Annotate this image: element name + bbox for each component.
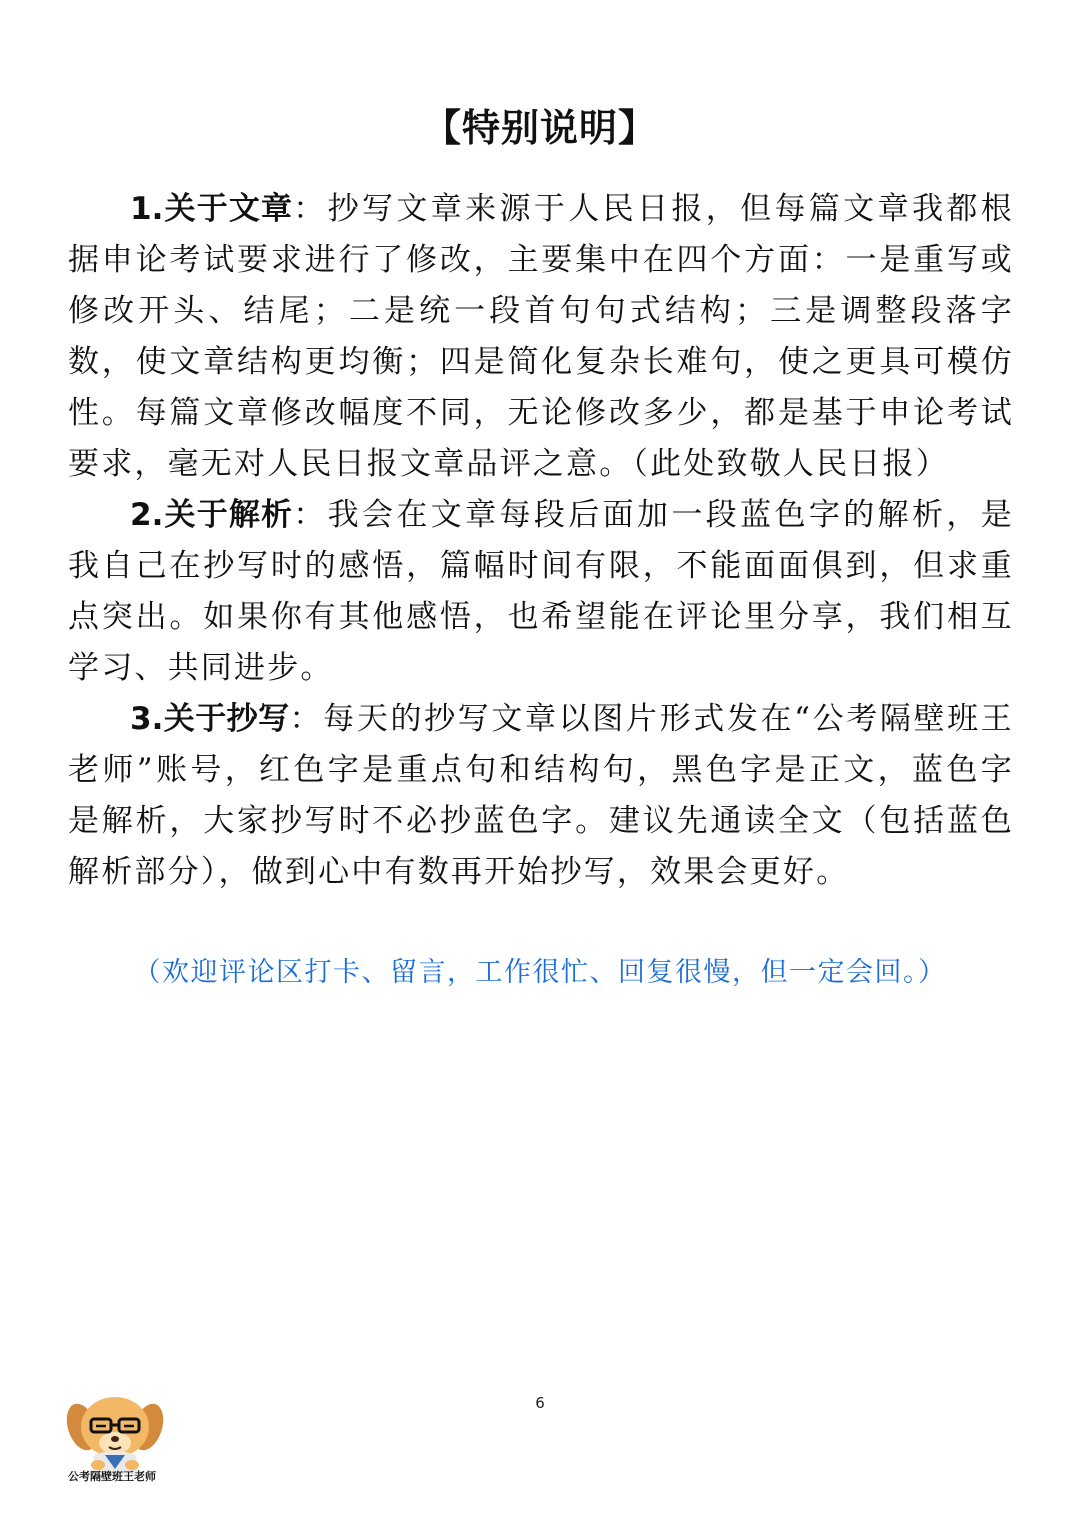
- page-number: 6: [535, 1394, 545, 1412]
- paragraph-text: ：抄写文章来源于人民日报，但每篇文章我都根据申论考试要求进行了修改，主要集中在四个方面：一是重写或修改开头、结尾；二是统一段首句句式结构；三是调整段落字数，使文章结构更均衡；四是简化复杂长难句，使之更具可模仿性。每篇文章修改幅度不同，无论修改多少，都是基于申论考试要求，毫无对人民日报文章品评之意。（此处致敬人民日报）: [68, 191, 1014, 482]
- paragraph-text: ：每天的抄写文章以图片形式发在“公考隔壁班王老师”账号，红色字是重点句和结构句，黑色字是正文，蓝色字是解析，大家抄写时不必抄蓝色字。建议先通读全文（包括蓝色解析部分），做到心中有数再开始抄写，效果会更好。: [68, 701, 1014, 890]
- page-title: 【特别说明】: [422, 106, 657, 150]
- paragraph-label: 3.关于抄写: [130, 701, 290, 737]
- paragraph-text: ：我会在文章每段后面加一段蓝色字的解析，是我自己在抄写时的感悟，篇幅时间有限，不能面面俱到，但求重点突出。如果你有其他感悟，也希望能在评论里分享，我们相互学习、共同进步。: [68, 497, 1014, 686]
- paragraph-analysis: [68, 490, 1014, 694]
- paragraph-article: [68, 184, 1014, 490]
- main-content: [68, 184, 1014, 898]
- paragraph-label: 2.关于解析: [130, 497, 294, 533]
- logo-caption: 公考隔壁班王老师: [68, 1470, 156, 1483]
- closing-note: （欢迎评论区打卡、留言，工作很忙、回复很慢，但一定会回。）: [133, 957, 947, 988]
- paragraph-label: 1.关于文章: [130, 191, 294, 227]
- paragraph-copying: [68, 694, 1014, 898]
